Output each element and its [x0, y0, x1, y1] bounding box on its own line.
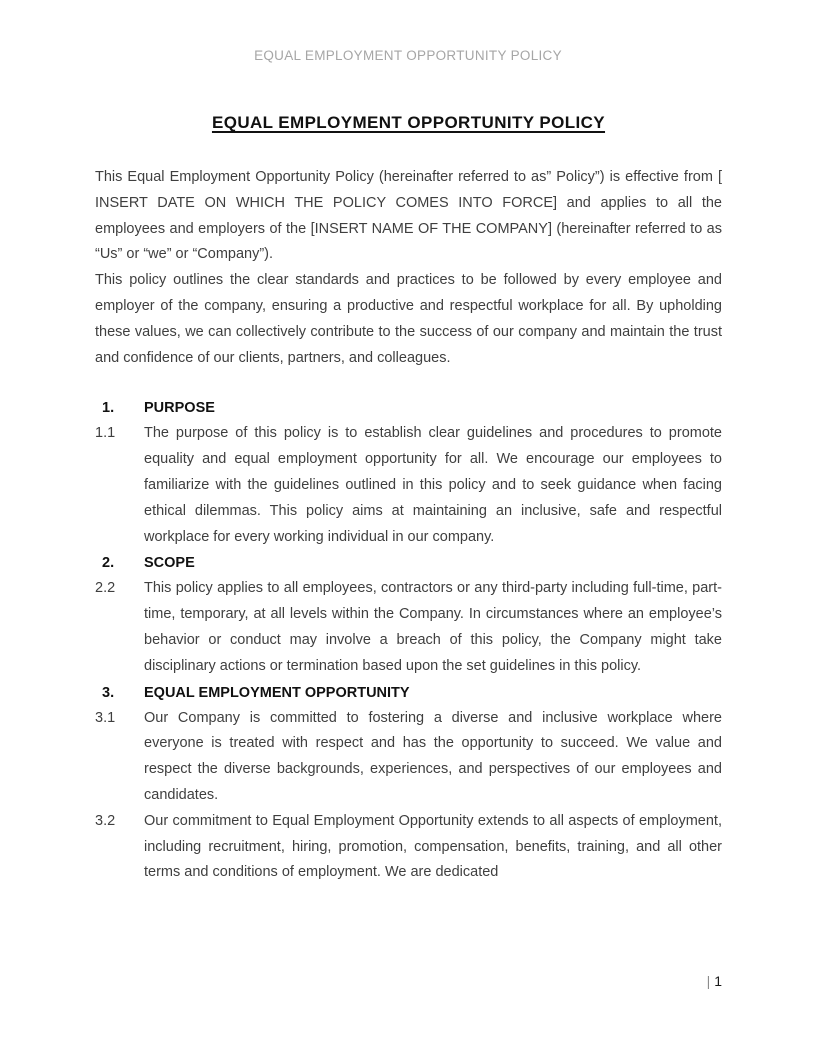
clause-3-1	[95, 706, 722, 809]
clause-3-2	[95, 809, 722, 886]
section-heading-scope	[95, 550, 722, 576]
clause-number: 1.1	[95, 425, 116, 442]
page-number: 1	[714, 973, 722, 989]
footer-separator: |	[706, 973, 711, 989]
section-number: 3.	[102, 684, 115, 701]
section-number: 2.	[102, 555, 115, 572]
section-heading-equal-employment-opportunity	[95, 680, 722, 706]
section-heading-label: PURPOSE	[144, 400, 215, 417]
section-heading-purpose	[95, 395, 722, 421]
clause-text: This policy applies to all employees, contractors or any third-party including full-time, part-time, temporary, at all levels within the Company. In circumstances where an employee’s behavior or conduct may involve a breach of this policy, the Company might take disciplinary actions or termination based upon the set guidelines in this policy.	[144, 580, 722, 674]
clause-text: Our Company is committed to fostering a diverse and inclusive workplace where everyone is treated with respect and has the opportunity to succeed. We value and respect the diverse backgrounds, experiences, and perspectives of our employees and candidates.	[144, 709, 722, 803]
policy-sections	[95, 395, 722, 886]
clause-text: Our commitment to Equal Employment Opportunity extends to all aspects of employment, including recruitment, hiring, promotion, compensation, benefits, training, and all other terms and conditions of employment. We are dedicated	[144, 812, 722, 881]
intro-paragraph-1: This Equal Employment Opportunity Policy (hereinafter referred to as” Policy”) is effective from [ INSERT DATE ON WHICH THE POLICY COMES INTO FORCE] and applies to all the employees and employers of the [INSERT NAME OF THE COMPANY] (hereinafter referred to as “Us” or “we” or “Company”).	[95, 169, 722, 263]
page-footer	[707, 970, 722, 992]
document-title-text: EQUAL EMPLOYMENT OPPORTUNITY POLICY	[211, 113, 606, 132]
clause-text: The purpose of this policy is to establish clear guidelines and procedures to promote equality and equal employment opportunity for all. We encourage our employees to familiarize with the guidelines outlined in this policy and to seek guidance when facing ethical dilemmas. This policy aims at maintaining an inclusive, safe and respectful workplace for every working individual in our company.	[144, 425, 722, 545]
clause-number: 3.1	[95, 709, 116, 726]
document-content	[95, 112, 722, 886]
clause-2-2	[95, 576, 722, 679]
section-heading-label: SCOPE	[144, 555, 195, 572]
clause-1-1	[95, 421, 722, 550]
section-number: 1.	[102, 400, 115, 417]
intro-paragraph-2: This policy outlines the clear standards and practices to be followed by every employee and employer of the company, ensuring a productive and respectful workplace for all. By upholding these values, we can collectively contribute to the success of our company and maintain the trust and confidence of our clients, partners, and colleagues.	[95, 272, 722, 366]
section-heading-label: EQUAL EMPLOYMENT OPPORTUNITY	[144, 684, 410, 701]
page-header-text: EQUAL EMPLOYMENT OPPORTUNITY POLICY	[254, 48, 562, 63]
clause-number: 3.2	[95, 812, 116, 829]
intro-paragraphs	[95, 165, 722, 371]
document-title	[95, 112, 722, 134]
clause-number: 2.2	[95, 580, 116, 597]
